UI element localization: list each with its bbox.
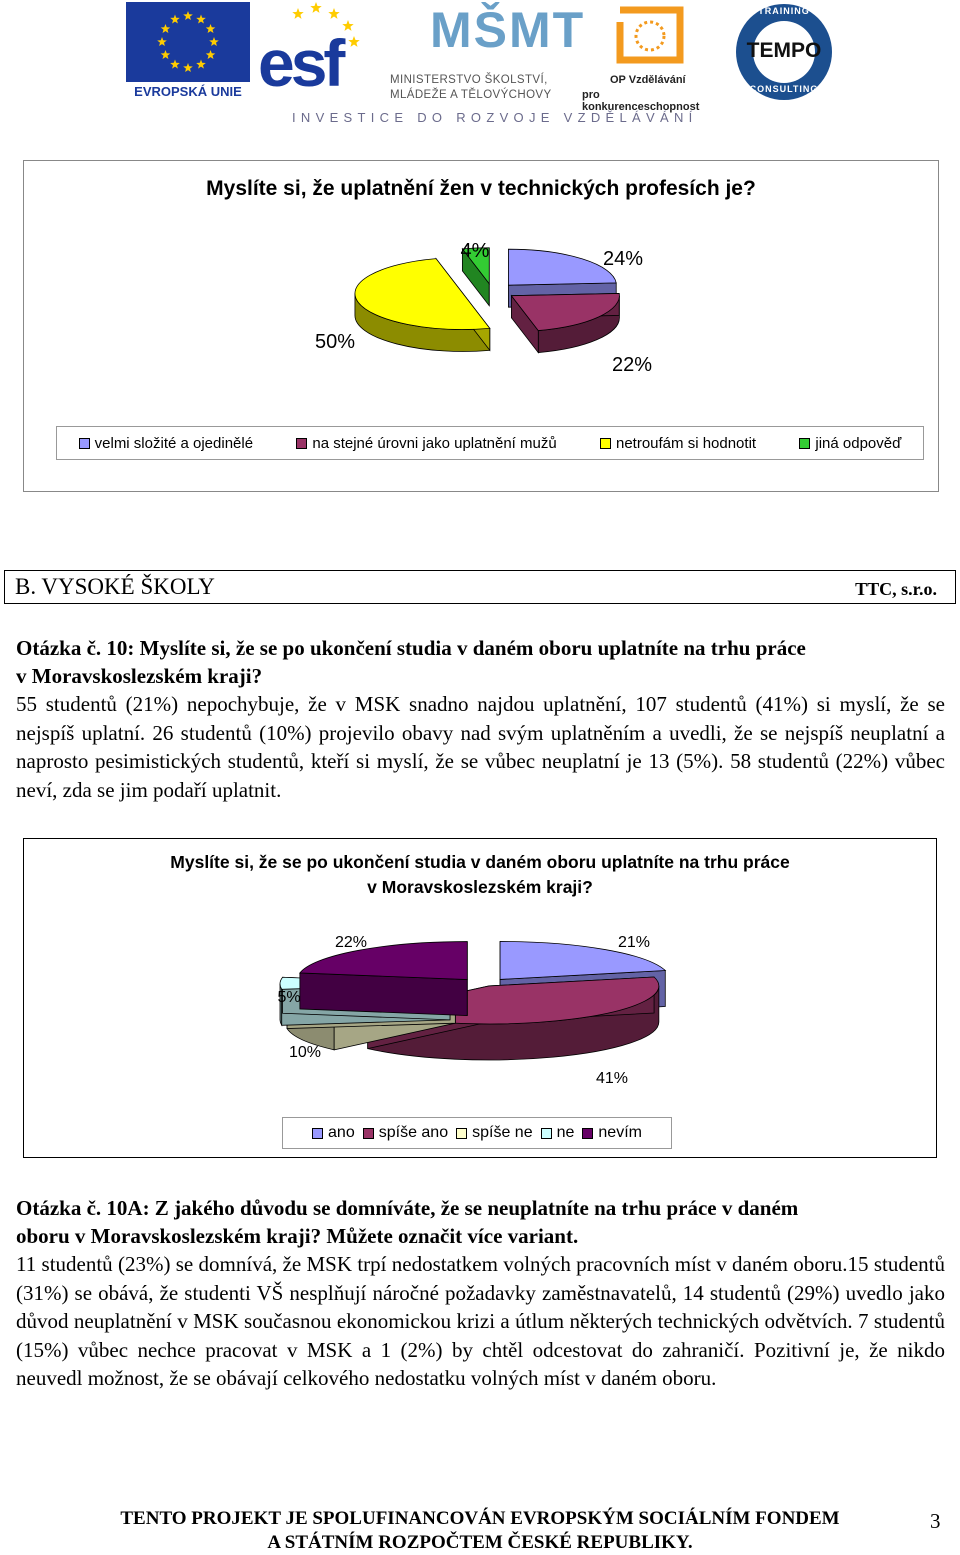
pie-percent-label: 10%	[288, 1044, 322, 1061]
q10a-heading-line-2: oboru v Moravskoslezském kraji? Můžete označit více variant.	[16, 1224, 579, 1248]
esf-star-icon	[292, 8, 303, 19]
pie-percent-label: 21%	[617, 934, 651, 951]
op-emblem-icon	[580, 2, 720, 72]
esf-star-icon	[310, 2, 321, 13]
section-title: B. VYSOKÉ ŠKOLY	[15, 574, 215, 599]
pie-slice	[300, 942, 467, 1016]
legend-swatch	[363, 1128, 374, 1139]
q10-paragraph: 55 studentů (21%) nepochybuje, že v MSK snadno najdou uplatnění, 107 studentů (41%) si myslí, že se nejspíš uplatní. 26 studentů (10%) projevilo obavy nad svým uplatněním a uvedli, že se nejspíš neuplatní a naprosto pesimistických studentů, kteří si myslí, že se vůbec neuplatní je 13 (5%). 58 studentů (22%) vůbec neví, zda se jim podaří uplatnit.	[16, 692, 945, 802]
eu-logo	[126, 2, 250, 100]
legend-swatch	[600, 438, 611, 449]
esf-star-icon	[328, 8, 339, 19]
pie-percent-label: 24%	[602, 248, 644, 270]
legend-label: velmi složité a ojedinělé	[94, 434, 254, 452]
legend-swatch	[541, 1128, 552, 1139]
chart-2-plot	[24, 839, 936, 1157]
chart-1-title: Myslíte si, že uplatnění žen v technických profesích je?	[206, 177, 756, 200]
company-label: TTC, s.r.o.	[855, 579, 937, 599]
legend-label: jiná odpověď	[815, 434, 902, 452]
pie-percent-label: 22%	[334, 934, 368, 951]
pie-percent-label: 22%	[611, 354, 653, 376]
legend-label: spíše ano	[378, 1124, 449, 1141]
legend-item	[312, 1124, 355, 1142]
q10a-heading	[16, 1194, 946, 1250]
legend-swatch	[456, 1128, 467, 1139]
legend-item	[582, 1124, 642, 1142]
legend-label: spíše ne	[472, 1124, 533, 1141]
chart-1-box	[23, 160, 939, 492]
tempo-logo	[734, 2, 834, 102]
chart-2-box	[23, 838, 937, 1158]
legend-item	[363, 1124, 448, 1142]
chart-2-title-line-2: v Moravskoslezském kraji?	[367, 877, 593, 897]
pie-percent-label: 4%	[460, 240, 490, 262]
pie-percent-label: 50%	[314, 331, 356, 353]
chart-2-title-line-1: Myslíte si, že se po ukončení studia v daném oboru uplatníte na trhu práce	[170, 852, 790, 872]
legend-item	[541, 1124, 575, 1142]
invest-tagline: INVESTICE DO ROZVOJE VZDĚLÁVÁNÍ	[292, 110, 698, 125]
q10-heading-line-2: v Moravskoslezském kraji?	[16, 664, 263, 688]
chart-1-legend	[56, 426, 924, 460]
q10-heading	[16, 634, 946, 690]
legend-label: na stejné úrovni jako uplatnění mužů	[312, 434, 557, 452]
legend-swatch	[799, 438, 810, 449]
op-label-2: pro konkurenceschopnost	[582, 89, 700, 113]
chart-2-legend	[282, 1117, 672, 1149]
footer-text	[60, 1507, 900, 1555]
legend-label: ne	[556, 1124, 575, 1141]
pie-percent-label: 41%	[595, 1070, 629, 1087]
q10-heading-line-1: Otázka č. 10: Myslíte si, že se po ukončení studia v daném oboru uplatníte na trhu práce	[16, 636, 806, 660]
footer-line-2: A STÁTNÍM ROZPOČTEM ČESKÉ REPUBLIKY.	[267, 1532, 693, 1553]
legend-label: ano	[328, 1124, 355, 1141]
legend-label: netroufám si hodnotit	[615, 434, 757, 452]
page-number: 3	[930, 1509, 941, 1533]
legend-item	[456, 1124, 532, 1142]
legend-item	[79, 435, 253, 452]
legend-item	[296, 435, 556, 452]
msmt-wordmark: MŠMT	[430, 2, 586, 58]
legend-swatch	[312, 1128, 323, 1139]
q10a-heading-line-1: Otázka č. 10A: Z jakého důvodu se domníváte, že se neuplatníte na trhu práce v daném	[16, 1196, 799, 1220]
msmt-label-1: MINISTERSTVO ŠKOLSTVÍ,	[390, 74, 548, 86]
msmt-label-2: MLÁDEŽE A TĚLOVÝCHOVY	[390, 89, 552, 101]
q10a-paragraph: 11 studentů (23%) se domnívá, že MSK trpí nedostatkem volných pracovních míst v daném oboru.15 studentů (31%) se obává, že studenti VŠ nesplňují náročné požadavky zaměstnavatelů, 14 studentů (29%) uvedlo jako důvod neuplatnění v MSK současnou ekonomickou krizi a útlum některých technických odvětvích. 7 studentů (15%) vůbec nechce pracovat v MSK a 1 (2%) by chtěl odcestovat do zahraničí. Pozitivní je, že nikdo neuvedl možnost, že se obávají celkového nedostatku volných míst v daném oboru.	[16, 1252, 945, 1390]
esf-star-icon	[348, 36, 359, 47]
legend-swatch	[79, 438, 90, 449]
tempo-top-text: TRAINING	[758, 6, 810, 16]
legend-label: nevím	[598, 1124, 642, 1141]
msmt-logo	[388, 2, 586, 106]
eu-label: EVROPSKÁ UNIE	[134, 84, 242, 99]
esf-logo	[258, 2, 374, 100]
footer-line-1: TENTO PROJEKT JE SPOLUFINANCOVÁN EVROPSKÝM SOCIÁLNÍM FONDEM	[120, 1508, 840, 1529]
op-label-1: OP Vzdělávání	[610, 74, 686, 86]
tempo-bottom-text: CONSULTING	[749, 84, 819, 94]
esf-star-icon	[342, 20, 353, 31]
pie-percent-label: 5%	[277, 989, 301, 1006]
legend-swatch	[582, 1128, 593, 1139]
legend-item	[600, 435, 756, 452]
legend-item	[799, 435, 901, 452]
section-header	[4, 570, 956, 604]
tempo-wordmark: TEMPO	[746, 39, 822, 62]
esf-wordmark: esf	[258, 26, 342, 100]
op-logo	[580, 2, 720, 113]
legend-swatch	[296, 438, 307, 449]
pie-slice	[511, 293, 619, 352]
